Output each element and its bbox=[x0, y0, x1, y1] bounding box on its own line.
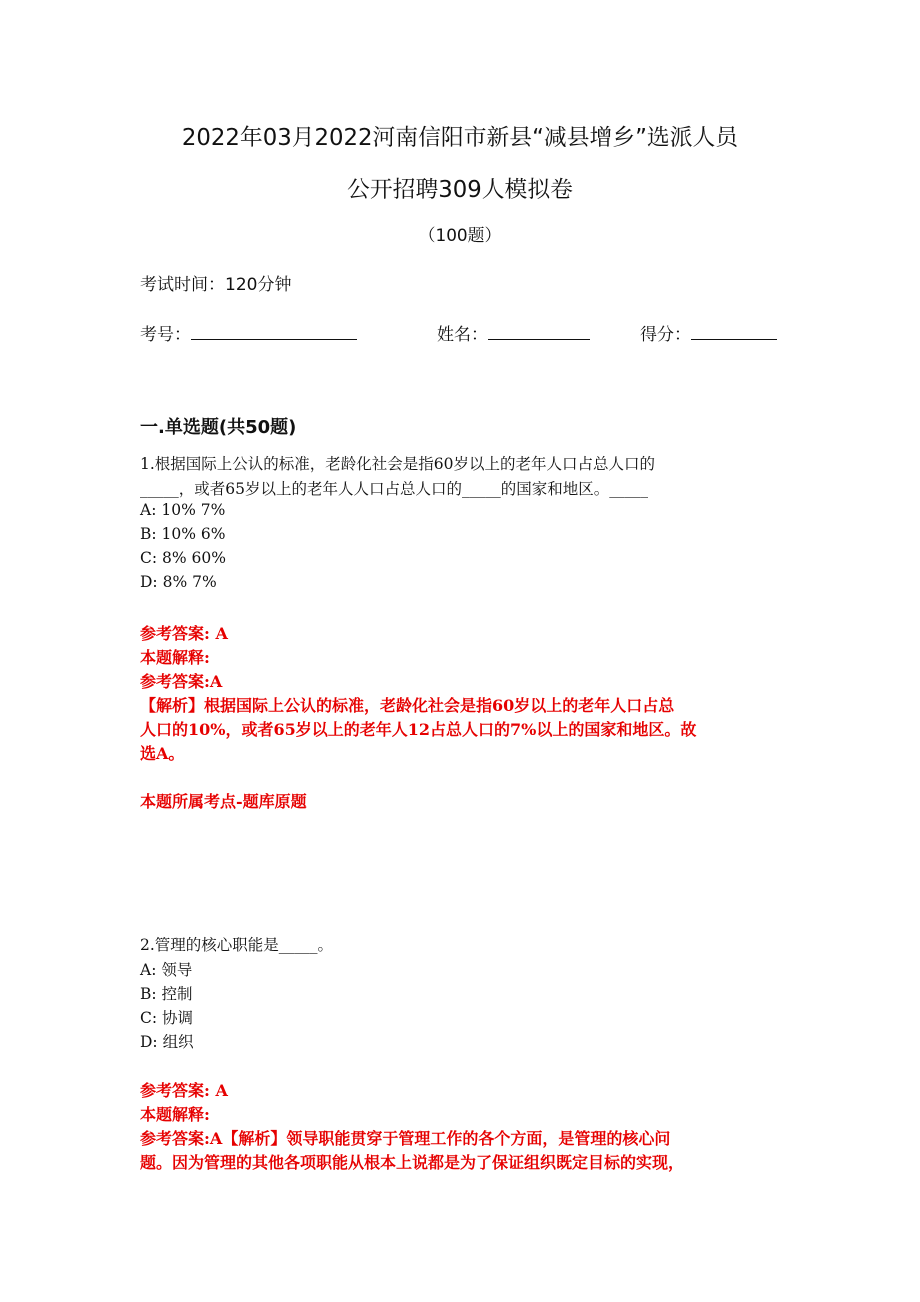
question-2-explain-line1: 参考答案:A【解析】领导职能贯穿于管理工作的各个方面，是管理的核心问 bbox=[140, 1129, 671, 1148]
exam-no-field bbox=[140, 320, 357, 345]
exam-time: 考试时间：120分钟 bbox=[140, 275, 292, 295]
question-2-option-b: B: 控制 bbox=[140, 985, 193, 1003]
name-field bbox=[437, 320, 590, 345]
question-1-option-b: B: 10% 6% bbox=[140, 525, 226, 543]
question-1-option-a: A: 10% 7% bbox=[140, 501, 226, 519]
question-count: （100题） bbox=[418, 225, 502, 245]
exam-no-blank bbox=[191, 323, 357, 340]
question-2-option-c: C: 协调 bbox=[140, 1009, 194, 1027]
question-1-explain-label: 本题解释: bbox=[140, 648, 210, 667]
question-1-explain-line1: 参考答案:A bbox=[140, 672, 223, 691]
question-1-explain-line2: 【解析】根据国际上公认的标准，老龄化社会是指60岁以上的老年人口占总 bbox=[140, 696, 675, 715]
question-2-answer: 参考答案: A bbox=[140, 1081, 228, 1100]
question-2-option-d: D: 组织 bbox=[140, 1033, 194, 1051]
question-2-stem: 2.管理的核心职能是_____。 bbox=[140, 936, 334, 954]
name-blank bbox=[488, 323, 590, 340]
section-title: 一.单选题(共50题) bbox=[140, 417, 297, 438]
question-1-explain-line3: 人口的10%，或者65岁以上的老年人12占总人口的7%以上的国家和地区。故 bbox=[140, 720, 697, 739]
score-field bbox=[640, 320, 777, 345]
question-1-answer: 参考答案: A bbox=[140, 624, 228, 643]
name-label: 姓名： bbox=[437, 325, 488, 345]
question-1-stem-line2: _____，或者65岁以上的老年人人口占总人口的_____的国家和地区。_____ bbox=[140, 480, 648, 498]
score-blank bbox=[691, 323, 777, 340]
question-1-source: 本题所属考点-题库原题 bbox=[140, 792, 307, 811]
question-1-option-d: D: 8% 7% bbox=[140, 573, 217, 591]
question-1-explain-line4: 选A。 bbox=[140, 744, 185, 763]
question-2-explain-label: 本题解释: bbox=[140, 1105, 210, 1124]
question-2-option-a: A: 领导 bbox=[140, 961, 193, 979]
question-2-explain-line2: 题。因为管理的其他各项职能从根本上说都是为了保证组织既定目标的实现， bbox=[140, 1153, 685, 1172]
question-1-stem-line1: 1.根据国际上公认的标准，老龄化社会是指60岁以上的老年人口占总人口的 bbox=[140, 455, 656, 473]
exam-no-label: 考号： bbox=[140, 325, 191, 345]
question-1-option-c: C: 8% 60% bbox=[140, 549, 226, 567]
exam-title-line2: 公开招聘309人模拟卷 bbox=[347, 177, 573, 203]
score-label: 得分： bbox=[640, 325, 691, 345]
exam-title-line1: 2022年03月2022河南信阳市新县“减县增乡”选派人员 bbox=[181, 125, 739, 151]
